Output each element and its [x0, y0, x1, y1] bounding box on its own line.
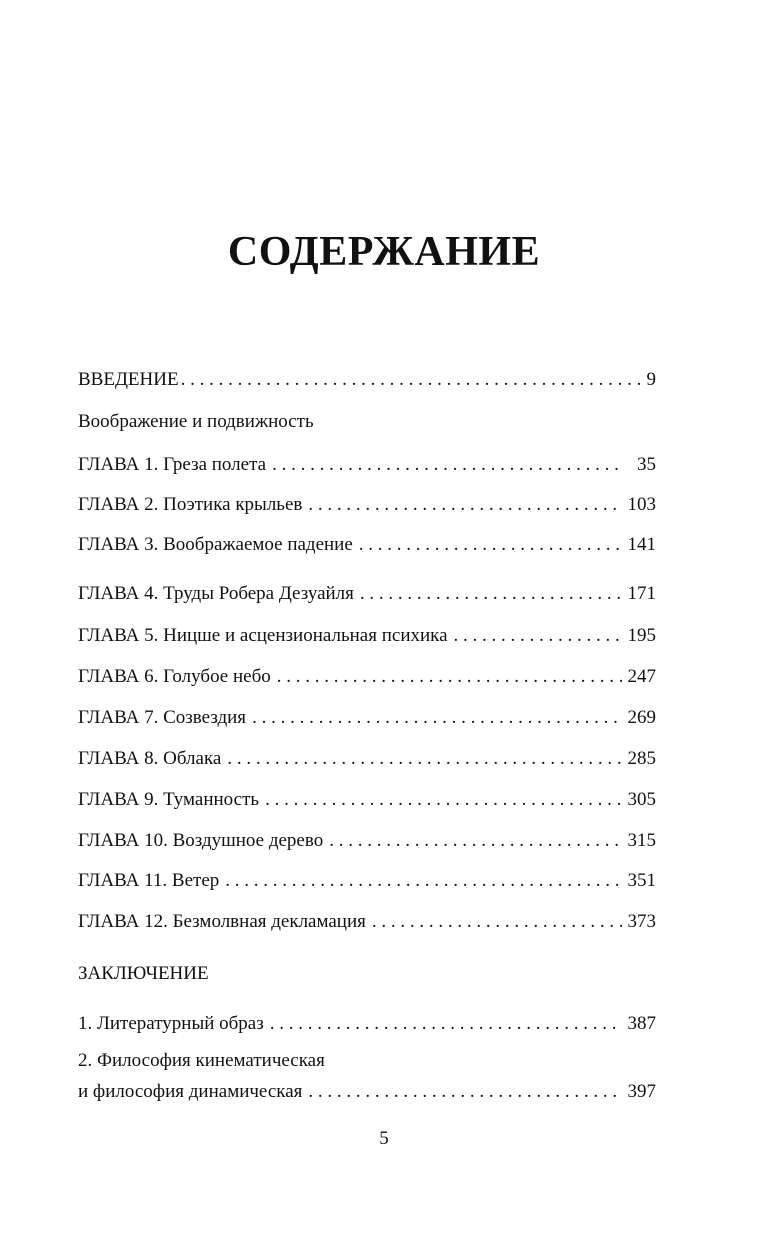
toc-entry-label: ГЛАВА 6. Голубое небо [78, 666, 271, 687]
conclusion-heading: ЗАКЛЮЧЕНИЕ [78, 963, 209, 984]
leader-dots [372, 910, 622, 934]
toc-entry-label: ГЛАВА 9. Туманность [78, 789, 260, 810]
toc-entry-page: 387 [627, 1013, 656, 1034]
toc-entry-chapter-4[interactable] [78, 582, 656, 606]
toc-entry-page: 315 [627, 830, 656, 851]
toc-entry-chapter-2[interactable] [78, 493, 656, 517]
leader-dots [329, 829, 622, 853]
leader-dots [270, 1012, 622, 1036]
toc-entry-chapter-1[interactable] [78, 453, 656, 477]
toc-entry-chapter-3[interactable] [78, 533, 656, 557]
leader-dots [181, 368, 640, 392]
toc-entry-chapter-11[interactable] [78, 869, 656, 893]
toc-entry-page: 103 [627, 494, 656, 515]
toc-entry-page: 141 [627, 534, 656, 555]
toc-entry-label: 1. Литературный образ [78, 1013, 264, 1034]
toc-entry-chapter-8[interactable] [78, 747, 656, 771]
toc-entry-conclusion-1[interactable] [78, 1012, 656, 1036]
leader-dots [308, 1080, 622, 1104]
toc-entry-label-line1: 2. Философия кинематическая [78, 1050, 325, 1071]
toc-entry-page: 269 [627, 707, 656, 728]
leader-dots [308, 493, 622, 517]
toc-entry-page: 171 [627, 583, 656, 604]
toc-entry-page: 305 [627, 789, 656, 810]
toc-entry-chapter-10[interactable] [78, 829, 656, 853]
leader-dots [454, 624, 622, 648]
section-heading: Воображение и подвижность [78, 411, 314, 432]
toc-entry-page: 373 [627, 911, 656, 932]
leader-dots [252, 706, 622, 730]
toc-entry-label: ГЛАВА 10. Воздушное дерево [78, 830, 324, 851]
leader-dots [359, 533, 622, 557]
toc-entry-page: 247 [627, 666, 656, 687]
toc-entry-page: 285 [627, 748, 656, 769]
leader-dots [360, 582, 622, 606]
toc-entry-label: ГЛАВА 1. Греза полета [78, 454, 267, 475]
toc-entry-label: и философия динамическая [78, 1081, 303, 1102]
toc-entry-label: ГЛАВА 7. Созвездия [78, 707, 247, 728]
toc-entry-label: ГЛАВА 5. Ницше и асцензиональная психика [78, 625, 448, 646]
toc-entry-page: 195 [627, 625, 656, 646]
toc-entry-page: 397 [627, 1081, 656, 1102]
toc-entry-label: ГЛАВА 12. Безмолвная декламация [78, 911, 366, 932]
toc-entry-chapter-9[interactable] [78, 788, 656, 812]
toc-entry-label: ГЛАВА 4. Труды Робера Дезуайля [78, 583, 354, 604]
toc-entry-label: ВВЕДЕНИЕ [78, 369, 179, 390]
toc-entry-chapter-7[interactable] [78, 706, 656, 730]
toc-entry-page: 351 [627, 870, 656, 891]
leader-dots [265, 788, 622, 812]
toc-entry-label: ГЛАВА 2. Поэтика крыльев [78, 494, 303, 515]
toc-entry-label: ГЛАВА 11. Ветер [78, 870, 220, 891]
page-title: СОДЕРЖАНИЕ [227, 229, 541, 275]
toc-entry-chapter-6[interactable] [78, 665, 656, 689]
toc-entry-chapter-5[interactable] [78, 624, 656, 648]
leader-dots [227, 747, 622, 771]
toc-entry-label: ГЛАВА 8. Облака [78, 748, 222, 769]
toc-entry-intro[interactable] [78, 368, 656, 392]
leader-dots [272, 453, 622, 477]
toc-entry-page: 9 [646, 369, 656, 390]
leader-dots [225, 869, 622, 893]
page-number: 5 [379, 1128, 389, 1149]
toc-entry-chapter-12[interactable] [78, 910, 656, 934]
toc-entry-page: 35 [637, 454, 656, 475]
toc-entry-label: ГЛАВА 3. Воображаемое падение [78, 534, 353, 555]
toc-entry-conclusion-2[interactable] [78, 1080, 656, 1104]
leader-dots [277, 665, 622, 689]
